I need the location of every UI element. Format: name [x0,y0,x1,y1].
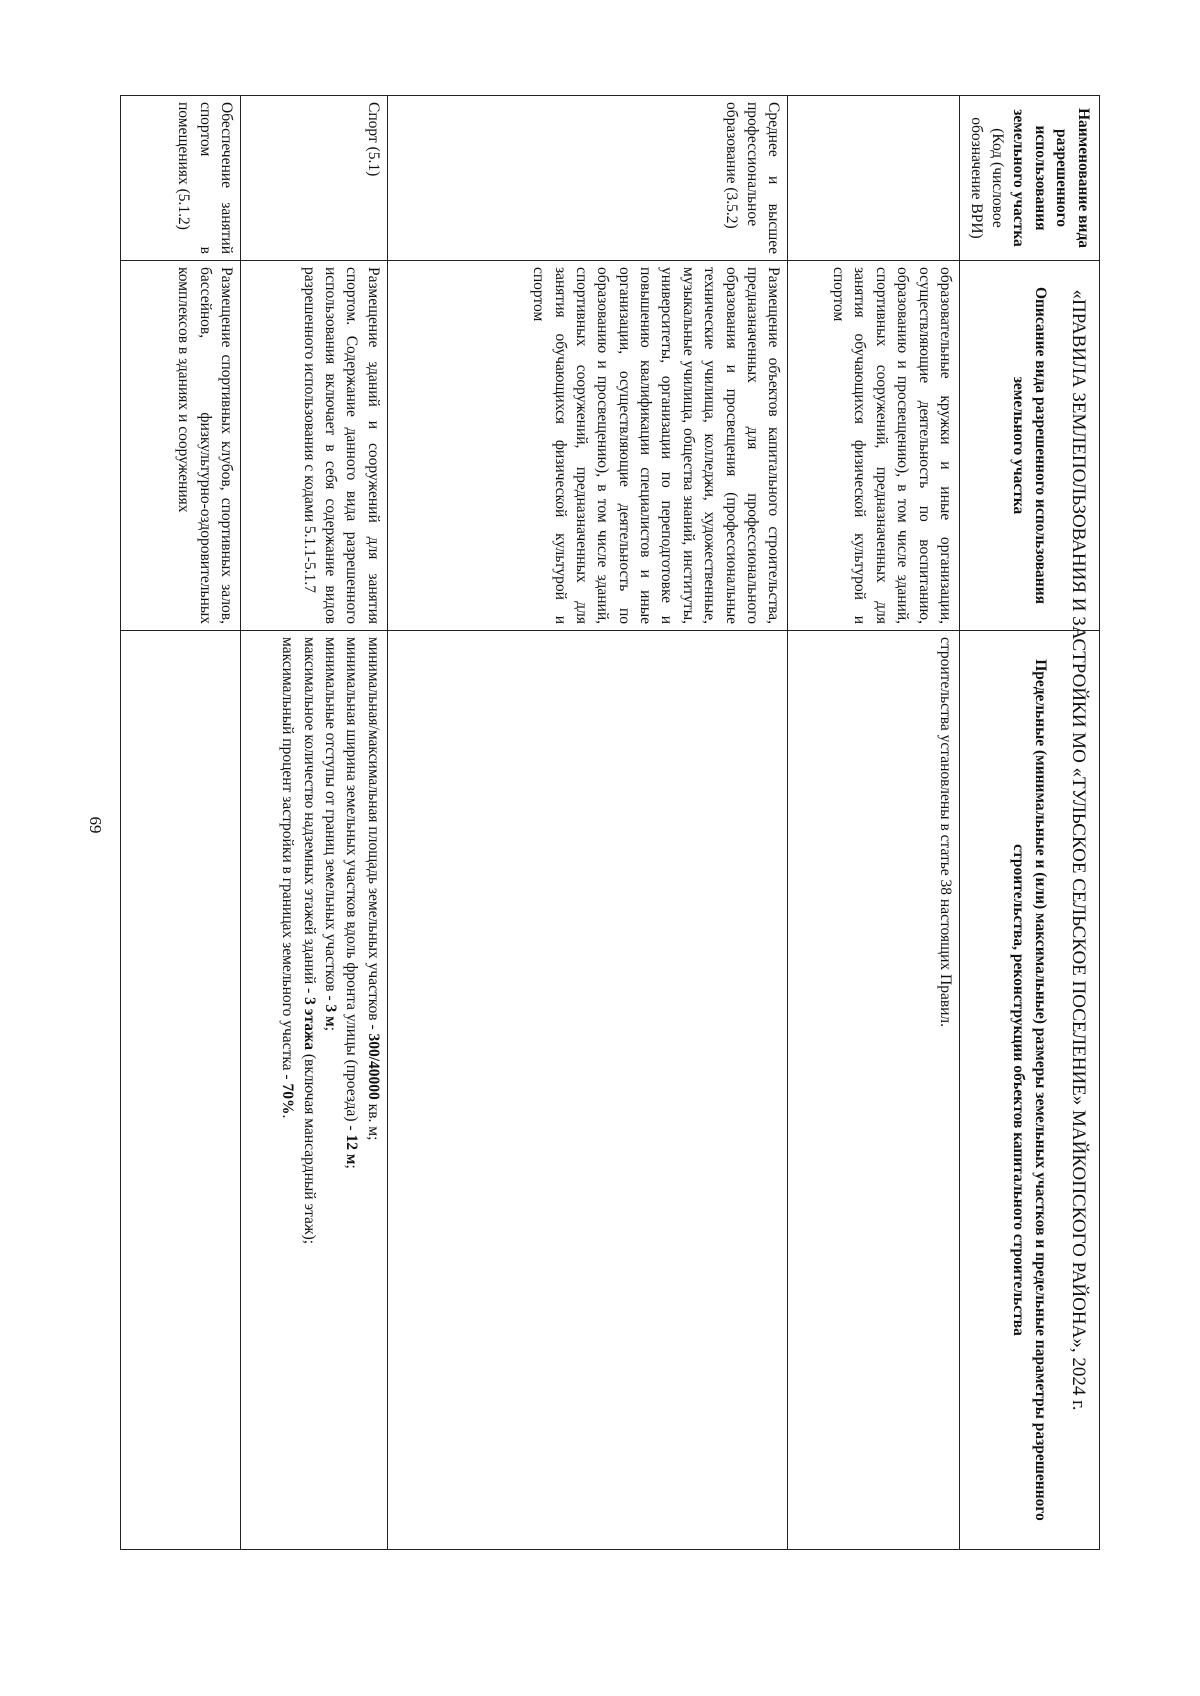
row-description: Размещение зданий и сооружений для занятия спортом. Содержание данного вида разрешенного использования включает в себя содержание видов разрешенного использования с кодами 5.1.1-5.1.7 [241,261,388,631]
limit-area: минимальная/максимальная площадь земельных участков - 300/40000 кв. м; [364,637,382,1141]
row-description: Размещение спортивных клубов, спортивных залов, бассейнов, физкультурно-оздоровительных комплексов в зданиях и сооружениях [121,261,241,631]
limit-floors: максимальное количество надземных этажей зданий - 3 этажа (включая мансардный этаж); [300,637,318,1245]
row-name: Обеспечение занятий спортом в помещениях (5.1.2) [121,96,241,261]
row-name [788,96,960,261]
row-limits [387,631,788,1550]
document-footer: «ПРАВИЛА ЗЕМЛЕПОЛЬЗОВАНИЯ И ЗАСТРОЙКИ МО «ТУЛЬСКОЕ СЕЛЬСКОЕ ПОСЕЛЕНИЕ» МАЙКОПСКОГО РАЙОНА», 2024 г. [1068,289,1089,1411]
header-name-main: Наименование вида разрешенного использования земельного участка [1010,107,1092,249]
table-row [121,96,241,1550]
header-description: Описание вида разрешенного использования земельного участка [960,261,1100,631]
row-limits [121,631,241,1550]
header-limits: Предельные (минимальные и (или) максимальные) размеры земельных участков и предельные параметры разрешенного строительства, реконструкции объектов капитального строительства [960,631,1100,1550]
header-name-sub: (Код (числовое обозначение ВРИ) [967,117,1007,239]
row-limits [241,631,388,1550]
page-number: 69 [86,816,105,834]
row-name: Спорт (5.1) [241,96,388,261]
table-row [788,96,960,1550]
land-use-table [120,95,1100,1550]
limit-coverage: максимальный процент застройки в границах земельного участка - 70%. [279,637,297,1119]
row-description: образовательные кружки и иные организации, осуществляющие деятельность по воспитанию, образованию и просвещению), в том числе зданий, спортивных сооружений, предназначенных для занятия обучающихся физической культурой и спортом [788,261,960,631]
row-description: Размещение объектов капитального строительства, предназначенных для профессионального образования и просвещения (профессиональные технические училища, колледжи, художественные, музыкальные училища, общества знаний, институты, университеты, организации по переподготовке и повышению квалификации специалистов и иные организации, осуществляющие деятельность по образованию и просвещению), в том числе зданий, спортивных сооружений, предназначенных для занятия обучающихся физической культурой и спортом [387,261,788,631]
limit-setback: минимальные отступы от границ земельных участков - 3 м; [321,637,339,1032]
limit-width: минимальная ширина земельных участков вдоль фронта улицы (проезда) - 12 м; [343,637,361,1169]
row-limits: строительства установлены в статье 38 настоящих Правил. [788,631,960,1550]
table-row [387,96,788,1550]
table-row [241,96,388,1550]
row-name: Среднее и высшее профессиональное образование (3.5.2) [387,96,788,261]
